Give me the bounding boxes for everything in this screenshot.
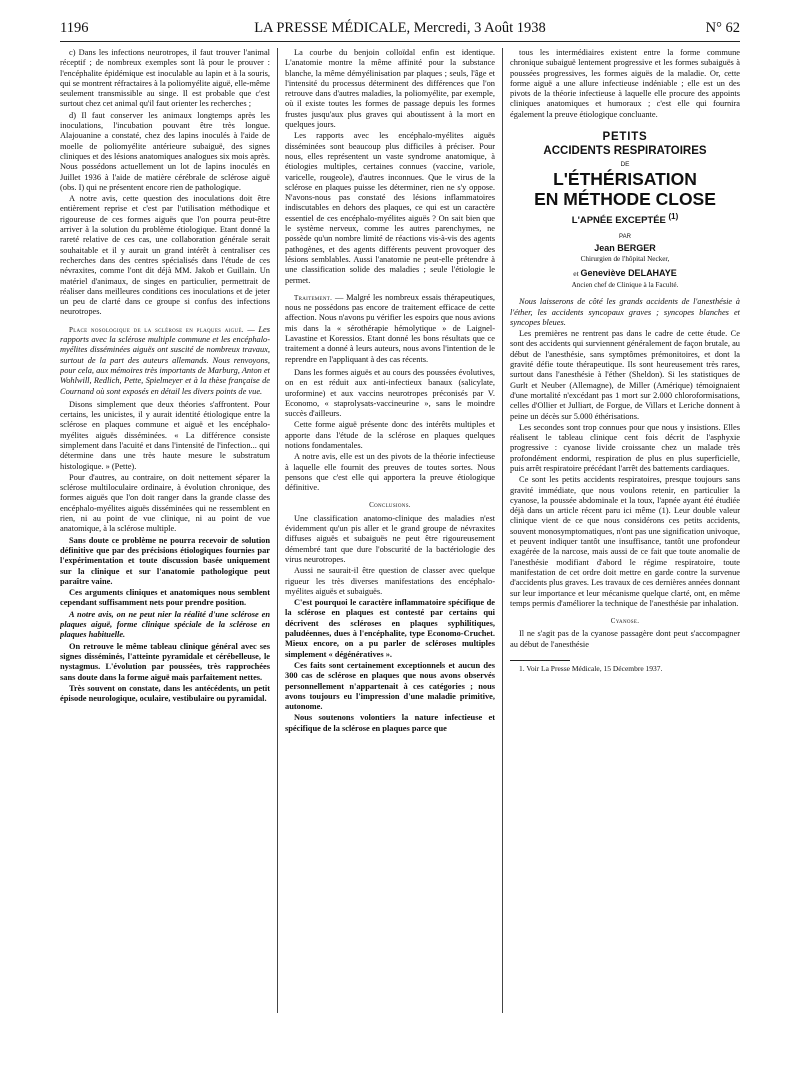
section-heading: Cyanose. (610, 617, 640, 626)
author-name: Geneviève DELAHAYE (580, 268, 677, 279)
article-subtitle (510, 210, 740, 227)
paragraph: C'est pourquoi le caractère inflammatoire spécifique de la sclérose en plaques est contesté par certains qui décrivent des scléroses en plaques syphilitiques, paludéennes, dues à l'encéphalite, type Economo-Cruchet. Mieux encore, on a pu parler de scléroses multiples simplement « dégénératives ». (285, 598, 495, 659)
article-kicker: PETITS (602, 131, 648, 144)
footnote-ref: (1) (668, 212, 679, 222)
paragraph: d) Il faut conserver les animaux longtemps après les inoculations, l'incubation pouvant être très longue. Alajouanine a constaté, chez des lapins inoculés à l'aide de moelle de poliomyélite antérieure subaiguë, des signes cliniques et des lésions anatomiques analogues six mois après. Nous possédons actuellement un lot de lapins inoculés en Juillet 1936 à l'aide de matière cérébrale de sclérose aiguë (obs. I) qui ne présentent encore rien de pathologique. (60, 110, 270, 192)
article-kicker: ACCIDENTS RESPIRATOIRES (543, 145, 707, 158)
section-heading: Traitement. (294, 293, 333, 302)
author-conjunction: et (573, 269, 581, 279)
header-rule (60, 41, 740, 42)
paragraph: tous les intermédiaires existent entre la forme commune chronique subaiguë lentement progressive et les formes subaiguës à poussées progressives, les formes aiguës de la maladie. Or, cette forme aiguë a une allure infectieuse indéniable ; elle est un des pivots de la théorie infectieuse à laquelle elle procure des appoints cliniques anatomiques et humoraux ; c'est elle qui fournira également la preuve étiologique concluante. (510, 48, 740, 119)
paragraph: Ce sont les petits accidents respiratoires, presque toujours sans gravité immédiate, que nous voulons retenir, en particulier la cyanose, la poussée abdominale et la toux, l'apnée ayant été étudiée déjà dans un article récent paru ici même (1). Leur double valeur clinique vient de ce que nous considérons ces petits accidents, souvent monosymptomatiques, n'ont pas une signification univoque, et peuvent indiquer tantôt une insuffisance, tantôt une profondeur exagérée de la narcose, mais aussi de ce fait que toute anomalie de l'anesthésie modifiant d'abord le régime respiratoire, toute manifestation de cet ordre doit mettre en garde contre la survenue d'accidents plus graves. Les travaux de ces dernières années donnant sur leur importance et leur mécanisme quelque clarté, ont, en même temps permis d'améliorer la technique de l'anesthésie par inhalation. (510, 475, 740, 608)
paragraph: Ces faits sont certainement exceptionnels et aucun des 300 cas de sclérose en plaques que nous avons observés personnellement n'appartenait à ces catégories ; nous avons toujours eu l'impression d'une maladie primitive, autonome. (285, 660, 495, 712)
paragraph: Sans doute ce problème ne pourra recevoir de solution définitive que par des précisions étiologiques fournies par l'expérimentation et toute discussion basée uniquement sur la clinique et sur l'anatomie pathologique peut paraître vaine. (60, 535, 270, 586)
page-header (60, 20, 740, 40)
paragraph: Aussi ne saurait-il être question de classer avec quelque rigueur les très diverses manifestations des encéphalo-myélites aiguës et subaiguës. (285, 566, 495, 596)
article-title: L'ÉTHÉRISATION (553, 169, 697, 190)
journal-title: LA PRESSE MÉDICALE, Mercredi, 3 Août 1938 (254, 20, 546, 36)
paragraph: Nous soutenons volontiers la nature infectieuse et spécifique de la sclérose en plaques parce que (285, 713, 495, 733)
paragraph (510, 297, 740, 328)
column-divider (277, 48, 278, 1013)
emphasis-text: A notre avis, on ne peut nier la réalité d'une sclérose en plaques aiguë, forme clinique spéciale de la sclérose en plaques habituelle. (60, 609, 270, 640)
paragraph: Cette forme aiguë présente donc des intérêts multiples et apporte dans l'étude de la sclérose en plaques quelques notions fondamentales. (285, 420, 495, 450)
paragraph: Une classification anatomo-clinique des maladies n'est évidemment qu'un pis aller et le grand groupe de névraxites diffuses aiguës et subaiguës ne peut être rigoureusement démembré tant que dure l'obscurité de la bactériologie des virus neurotropes. (285, 513, 495, 564)
paragraph: Pour d'autres, au contraire, on doit nettement séparer la sclérose multiloculaire ordinaire, à évolution chronique, des formes aiguës que l'on doit ranger dans la grande classe des encéphalo-myélites aiguës disséminées qui ne ressemblent en rien, ni au point de vue clinique, ni au point de vue anatomique, à la sclérose multiple. (60, 472, 270, 534)
subtitle-text: L'APNÉE EXCEPTÉE (571, 215, 666, 227)
paragraph: Disons simplement que deux théories s'affrontent. Pour certains, les unicistes, il y aurait identité étiologique entre la sclérose en plaques commune et aiguë et les encéphalo-myélites aiguës disséminées. « La différence consiste simplement dans l'acuité et dans l'intensité de l'infection... qui détermine dans une très haute mesure le substratum histologique. » (Pette). (60, 399, 270, 471)
issue-number: N° 62 (705, 20, 740, 36)
paragraph: Les premières ne rentrent pas dans le cadre de cette étude. Ce sont des accidents qui surviennent généralement de façon brutale, au début de l'anesthésie, sans symptômes prémonitoires, et dont la gravité défie toute thérapeutique. Ils sont heureusement très rares, surtout dans l'anesthésie à l'éther (Sheldon). Si les statistiques de Gurlt et Neuber (Allemagne), de Miller (Amérique) témoignaient d'une mortalité n'excédant pas 1 mort sur 2.000 chloroformisations, celles d'Ollier et Julliart, de Forgue, de Villars et Leriche donnent à peine un décès sur 5.000 éthérisations. (510, 329, 740, 421)
paragraph: Très souvent on constate, dans les antécédents, un petit épisode neurologique, oculaire, vestibulaire ou pyramidal. (60, 683, 270, 704)
column-right (510, 48, 740, 1068)
column-middle (285, 48, 495, 1068)
column-left (60, 48, 270, 1068)
author-affiliation: Chirurgien de l'hôpital Necker, (580, 255, 670, 264)
paragraph: Les secondes sont trop connues pour que nous y insistions. Elles réalisent le tableau clinique cent fois décrit de l'asphyxie progressive : cyanose livide croissante chez un malade très profondément endormi, respiration de plus en plus superficielle, puis arrêt respiratoire précédant l'arrêt des battements cardiaques. (510, 422, 740, 473)
byline-par: PAR (619, 234, 631, 241)
paragraph: Il ne s'agit pas de la cyanose passagère dont peut s'accompagner au début de l'anesthésie (510, 629, 740, 649)
article-title-block (510, 130, 740, 290)
author-line (510, 267, 740, 280)
paragraph: A notre avis, cette question des inoculations doit être entièrement reprise et c'est par l'utilisation méthodique et rigoureuse de ces formes aiguës que l'on pourra peut-être arriver à la solution du problème étiologique. Etant donné la rareté relative de ces cas, une collaboration générale serait souhaitable et il y aurait un grand intérêt à centraliser ces recherches dans des centres spécialisés dans l'étude de ces névraxites, comme l'ont dit déjà MM. Jakob et Guillain. Un matériel d'animaux, de singes en particulier, permettrait de réaliser dans meilleures conditions ces inoculations et de jeter un peu de clarté dans ce groupe si confus des infections neurotropes. (60, 194, 270, 317)
author-affiliation: Ancien chef de Clinique à la Faculté. (571, 281, 679, 290)
page-number: 1196 (60, 20, 89, 36)
section-paragraph (60, 325, 270, 397)
footnote-rule (510, 660, 570, 661)
paragraph-text: — Malgré les nombreux essais thérapeutiques, nous ne possédons pas encore de traitement efficace de cette affection. Nous n'avons pu vérifier les espoirs que nous avions mis dans la « sérothérapie hémolytique » de Laignel-Lavastine et Koressios. Etant donné les bons résultats que ce traitement a donné à leurs auteurs, nous avons l'intention de le reprendre en l'appliquant à des cas récents. (285, 292, 495, 364)
paragraph-text: — Les rapports avec la sclérose multiple commune et les encéphalo-myélites disséminées aiguës ont suscité de nombreux travaux, surtout de la part des auteurs allemands. Nous renvoyons, pour cela, aux mémoires très importants de Marburg, Anton et Wohlwill, Redlich, Pette, Spielmeyer et à la thèse française de Cournand où sont exposés en détail les divers points de vue. (60, 324, 270, 396)
section-heading: Place nosologique de la sclérose en plaques aiguë. (69, 325, 244, 334)
article-title: EN MÉTHODE CLOSE (534, 189, 716, 210)
paragraph: Ces arguments cliniques et anatomiques nous semblent cependant suffisamment nets pour prendre position. (60, 588, 270, 608)
article-connector: DE (620, 161, 630, 169)
section-heading: Conclusions. (369, 501, 411, 510)
paragraph: La courbe du benjoin colloïdal enfin est identique. L'anatomie montre la même affinité pour la substance blanche, la même démyélinisation par plaques ; seuls, l'âge et l'intensité du processus déterminent des différences que l'on retrouve dans d'autres maladies, la poliomyélite, par exemple, où il existe toutes les formes de passage depuis les formes frustes jusqu'aux plus graves qui aboutissent à la mort en quelques jours. (285, 48, 495, 130)
paragraph: Dans les formes aiguës et au cours des poussées évolutives, on en est réduit aux anti-infectieux banaux (salicylate, uroformine) et aux vaccins neurotropes préconisés par V. Economo, « staprolysats-vaccineurine », sans le moindre succès d'ailleurs. (285, 367, 495, 419)
paragraph (60, 610, 270, 641)
author-name: Jean BERGER (594, 243, 656, 254)
paragraph: A notre avis, elle est un des pivots de la théorie infectieuse à laquelle elle fournit des preuves de toutes sortes. Nous pensons que c'est elle qui apportera la preuve étiologique définitive. (285, 452, 495, 493)
column-divider (502, 48, 503, 1013)
paragraph: On retrouve le même tableau clinique général avec ses signes disséminés, l'atteinte pyramidale et cérébelleuse, le nystagmus. L'évolution par poussées, très rapprochées sans doute dans la forme aiguë mais parfaitement nettes. (60, 641, 270, 682)
paragraph: c) Dans les infections neurotropes, il faut trouver l'animal réceptif ; de nombreux exemples sont là pour le prouver : l'encéphalite épidémique est inoculable au lapin et à la souris, qui se montrent réfractaires à la poliomyélite aiguë, elle-même seulement transmissible au singe. Il est probable que c'est surtout chez cet animal qu'il faut orienter les recherches ; (60, 48, 270, 109)
section-paragraph (285, 293, 495, 365)
emphasis-text: Nous laisserons de côté les grands accidents de l'anesthésie à l'éther, les accidents syncopaux graves ; syncopes blanches et syncopes bleues. (510, 297, 740, 327)
paragraph: Les rapports avec les encéphalo-myélites aiguës disséminées sont beaucoup plus difficiles à préciser. Pour nous, elles représentent un vaste syndrome anatomique, à étiologies multiples, certaines connues (vaccine, variole, varicelle, rougeole), d'autres inconnues. Que le virus de la sclérose en plaques puisse les déterminer, rien ne s'y oppose. N'avons-nous pas constaté des lésions inflammatoires indiscutables en dehors des plaques, ce qui est un caractère essentiel de ces encéphalo-myélites aiguës ? On sait bien que le système nerveux, comme les autres parenchymes, ne possède qu'un nombre limité de réactions vis-à-vis des agents pathogènes, et des agents différents peuvent provoquer des lésions semblables. Aussi l'anatomie ne peut-elle prétendre à une classification solide des maladies ; seule l'étiologie le permet. (285, 131, 495, 285)
footnote: 1. Voir La Presse Médicale, 15 Décembre 1937. (519, 664, 663, 674)
